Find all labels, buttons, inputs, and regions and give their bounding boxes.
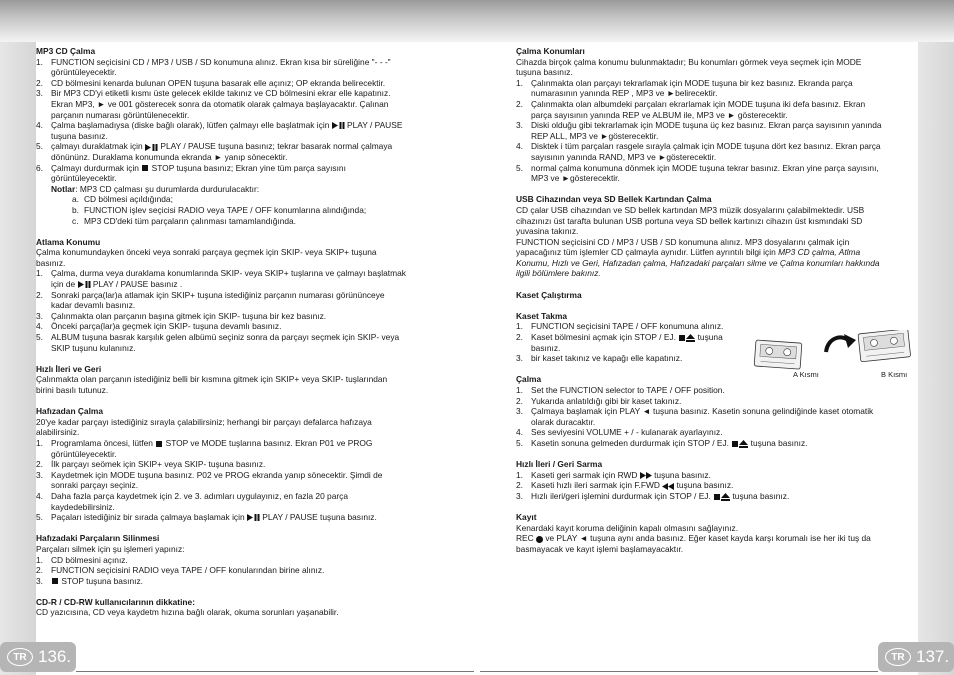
list-item: 1. Çalma, durma veya duraklama konumlarında SKIP- veya SKIP+ tuşlarına ve çalmayı başlatmak için de PLAY / PAUSE basınız . (36, 268, 406, 290)
list-item: 2. FUNCTION seçicisini RADIO veya TAPE / OFF konularından birine alınız. (36, 565, 325, 576)
mode-steps (516, 78, 916, 184)
list-item: 4. Çalma başlamadıysa (diske bağlı olarak), lütfen çalmayı elle başlatmak için PLAY / PAUSE tuşuna basınız. (36, 120, 403, 141)
mp3-steps (36, 57, 444, 184)
list-item: 2. Yukarıda anlatıldığı gibi bir kaset takınız. (516, 395, 682, 406)
section-title-program: Hafızadan Çalma (36, 406, 104, 417)
stop-icon (52, 578, 58, 584)
list-item: 5. normal çalma konumuna dönmek için MODE tuşuna tekrar basınız. Ekran yine parça sayısını, MP3 ve ►gösterecektir. (516, 162, 879, 184)
notes: Notlar: MP3 CD çalması şu durumlarda durdurulacaktır: (51, 183, 260, 194)
section-title-fast: Hızlı İleri ve Geri (36, 363, 102, 374)
stop-icon (732, 441, 738, 447)
bottom-divider-right (480, 671, 878, 672)
list-item: 3. Hızlı ileri/geri işlemini durdurmak için STOP / EJ. tuşuna basınız. (516, 490, 790, 501)
section-title-ffrw: Hızlı İleri / Geri Sarma (516, 459, 603, 470)
section-title-mp3: MP3 CD Çalma (36, 46, 96, 56)
stop-icon (679, 335, 685, 341)
section-title-delete: Hafızadaki Parçaların Silinmesi (36, 533, 160, 544)
list-item: 4. Disktek i tüm parçaları rasgele sırayla çalmak için MODE tuşuna dört kez basınız. Ekran parça sayısının yanında RAND, MP3 ve ►gösterecektir. (516, 141, 881, 162)
play-pause-icon (78, 281, 91, 288)
stop-icon (142, 165, 148, 171)
list-item: 4. Ses seviyesini VOLUME + / - kulanarak ayarlayınız. (516, 427, 723, 438)
list-item: 2. İlk parçayı seömek için SKIP+ veya SKIP- tuşuna basınız. (36, 459, 266, 470)
list-item: 3. STOP tuşuna basınız. (36, 575, 143, 586)
list-item: 1. Programlama öncesi, lütfen STOP ve MODE tuşlarına basınız. Ekran P01 ve PROG görüntüleyecektir. (36, 437, 373, 459)
section-title-cdr: CD-R / CD-RW kullanıcılarının dikkatine: (36, 596, 195, 607)
page-number-right (878, 642, 954, 672)
list-item: 2. Çalınmakta olan albumdeki parçaları ekrarlamak için MODE tuşuna iki defa basınız. Ekran parça sayısının yanında REP ve ALBUM ile, MP3 ve ► gösterecektir. (516, 98, 866, 120)
stop-icon (156, 441, 162, 447)
section-title-record: Kayıt (516, 512, 537, 523)
ffrw-steps (516, 470, 916, 502)
stop-icon (714, 494, 720, 500)
list-item: 1. FUNCTION seçicisini TAPE / OFF konumuna alınız. (516, 321, 724, 332)
eject-icon (686, 334, 695, 342)
cassette-caption-a: A Kısmı (793, 370, 819, 379)
list-item: 3. Çalınmakta olan parçanın başına gitmek için SKIP- tuşuna bir kez basınız. (36, 310, 327, 321)
list-item: 4. Önceki parça(lar)a geçmek için SKIP- tuşuna devamlı basınız. (36, 321, 282, 332)
list-item: 1. Çalınmakta olan parçayı tekrarlamak için MODE tuşuna bir kez basınız. Ekranda parça numarasının yanında REP , MP3 ve ►belirecektir. (516, 77, 853, 99)
list-item: 1. Kaseti geri sarmak için RWD tuşuna basınız. (516, 469, 711, 480)
list-item: a. CD bölmesi açıldığında; (72, 194, 173, 205)
list-item: b. FUNCTION işlev seçicisi RADIO veya TAPE / OFF konumlarına alındığında; (72, 204, 367, 215)
left-margin-strip (0, 42, 36, 675)
section-title-tape: Kaset Çalıştırma (516, 289, 582, 300)
list-item: 5. çalmayı duraklatmak için PLAY / PAUSE tuşuna basınız; tekrar basarak normal çalmaya dönününz. Duraklama konumunda ekranda ► yanıp sönecektir. (36, 141, 393, 162)
section-title-usb: USB Cihazından veya SD Bellek Kartından Çalma (516, 194, 712, 205)
skip-steps (36, 268, 444, 353)
right-page-column: Çalma Konumları Cihazda birçok çalma konumu bulunmaktadır; Bu konumları görmek veya seçmek için MODE tuşuna basınız. 1. Çalınmakta olan parçayı tekrarlamak için MODE tuşuna bir kez basınız. Ekranda parça numarasının yanında REP , MP3 ve ►belirecektir. 2. Çalınmakta olan albumdeki parçaları ekrarlamak için MODE tuşuna iki defa basınız. Ekran parça sayısının yanında REP ve ALBUM ile, MP3 ve ► gösterecektir. 3. Diski olduğu gibi tekrarlamak için MODE tuşuna üç kez basınız. Ekran parça sayısının yanında REP ALL, MP3 ve ►gösterecektir. 4. Disktek i tüm parçaları rasgele sırayla çalmak için MODE tuşuna dört kez basınız. Ekran parça sayısının yanında RAND, MP3 ve ►gösterecektir. 5. normal çalma konumuna dönmek için MODE tuşuna tekrar basınız. Ekran yine parça sayısını, MP3 ve ►gösterecektir. USB Cihazından veya SD Bellek Kartından Çalma CD çalar USB cihazından ve SD bellek kartından MP3 müzik dosyalarını çalabilmektedir. USB cihazınızı üst tarafta bulunan USB portuna veya SD bellek kartınızı cihazın üst kısmındaki SD yuvasina takınız. FUNCTION seçicisini CD / MP3 / USB / SD konumuna alınız. MP3 dosyalarını çalmak için yapacağınız tüm işlemler CD çalmayla aynıdır. Lütfen ayrıntılı bilgi için MP3 CD çalma, Atlma Konumu, Hızlı ve Geri, Hafızadan çalma, Hafızadaki parçaları silme ve Çalma konumları hakkında ilgili bölümlere bakınız. Kaset Çalıştırma Kaset Takma 1. FUNCTION seçicisini TAPE / OFF konumuna alınız. 2. Kaset bölmesini açmak için STOP / EJ. tuşuna basınız. 3. bir kaset takınız ve kapağı elle kapatınız. Çalma 1. Set the FUNCTION selector to TAPE / OFF position. 2. Yukarıda anlatıldığı gibi bir kaset takınız. 3. Çalmaya başlamak için PLAY ◄ tuşuna basınız. Kasetin sonuna gelindiğinde kaset otomatik olarak duracaktır. 4. Ses seviyesini VOLUME + / - kulanarak ayarlayınız. 5. Kasetin sonuna gelmeden durdurmak için STOP / EJ. tuşuna basınız. Hızlı İleri / Geri Sarma 1. Kaseti geri sarmak için RWD tuşuna basınız. 2. Kaseti hızlı ileri sarmak için F.FWD tuşuna basınız. 3. Hızlı ileri/geri işlemini durdurmak için STOP / EJ. tuşuna basınız. Kayıt Kenardaki kayıt koruma deliğinin kapalı olmasını sağlayınız. REC ve PLAY ◄ tuşuna aynı anda basınız. Eğer kaset kayda karşı korumalı ise her iki tuş da basmayacak ve kayıt işlemi başlamayacaktır. (516, 46, 916, 555)
program-steps (36, 438, 444, 523)
list-item: 5. Paçaları istediğiniz bir sırada çalmaya başlamak için PLAY / PAUSE tuşuna basınız. (36, 512, 377, 523)
list-item: 1. CD bölmesini açınız. (36, 554, 128, 565)
list-item: 2. Kaset bölmesini açmak için STOP / EJ. tuşuna basınız. (516, 332, 723, 353)
list-item: 1. FUNCTION seçicisini CD / MP3 / USB / SD konumuna alınız. Ekran kısa bir süreliğine "- - -" görüntüleyecektir. (36, 56, 391, 78)
right-margin-strip (918, 42, 954, 675)
rewind-icon (662, 483, 674, 490)
top-gradient-bar (0, 0, 954, 42)
list-item: c. MP3 CD'deki tüm parçaların çalınması tamamlandığında. (72, 215, 296, 226)
list-item: 5. ALBUM tuşuna basrak karşılık gelen albümü seçiniz sonra da parçayı seçmek için SKIP- veya SKIP tuşunu kulanınız. (36, 332, 400, 353)
list-item: 2. Kaseti hızlı ileri sarmak için F.FWD tuşuna basınız. (516, 480, 734, 491)
list-item: 2. CD bölmesini kenarda bulunan OPEN tuşuna basarak elle açınız; OP ekranda belirecektir. (36, 77, 386, 88)
section-title-modes: Çalma Konumları (516, 46, 585, 56)
list-item: 6. Çalmayı durdurmak için STOP tuşuna basınız; Ekran yine tüm parça sayısını görüntüleyecektir. (36, 162, 346, 184)
section-title-skip: Atlama Konumu (36, 236, 101, 247)
left-page-column: MP3 CD Çalma 1. FUNCTION seçicisini CD / MP3 / USB / SD konumuna alınız. Ekran kısa bir süreliğine "- - -" görüntüleyecektir. 2. CD bölmesini kenarda bulunan OPEN tuşuna basarak elle açınız; OP ekranda belirecektir. 3. Bir MP3 CD'yi etiketli kısmı üste gelecek ekilde takınız ve CD bölmesini ekrar elle kapatınız. Ekran MP3, ► ve 001 gösterecek sonra da otomatik olarak çalmaya başlayacaktır. Çalınan parçanın numarası görüntülenecektir. 4. Çalma başlamadıysa (diske bağlı olarak), lütfen çalmayı elle başlatmak için PLAY / PAUSE tuşuna basınız. 5. çalmayı duraklatmak için PLAY / PAUSE tuşuna basınız; tekrar basarak normal çalmaya dönününz. Duraklama konumunda ekranda ► yanıp sönecektir. 6. Çalmayı durdurmak için STOP tuşuna basınız; Ekran yine tüm parça sayısını görüntüleyecektir. Notlar: MP3 CD çalması şu durumlarda durdurulacaktır: a. CD bölmesi açıldığında; b. FUNCTION işlev seçicisi RADIO veya TAPE / OFF konumlarına alındığında; c. MP3 CD'deki tüm parçaların çalınması tamamlandığında. Atlama Konumu Çalma konumundayken önceki veya sonraki parçaya geçmek için SKIP- veya SKIP+ tuşuna basınız. 1. Çalma, durma veya duraklama konumlarında SKIP- veya SKIP+ tuşlarına ve çalmayı başlatmak için de PLAY / PAUSE basınız . 2. Sonraki parça(lar)a atlamak için SKIP+ tuşuna istediğiniz parçanın numarası görününceye kadar devamlı basınız. 3. Çalınmakta olan parçanın başına gitmek için SKIP- tuşuna bir kez basınız. 4. Önceki parça(lar)a geçmek için SKIP- tuşuna devamlı basınız. 5. ALBUM tuşuna basrak karşılık gelen albümü seçiniz sonra da parçayı seçmek için SKIP- veya SKIP tuşunu kulanınız. Hızlı İleri ve Geri Çalınmakta olan parçanın istediğiniz belli bir kısmına gitmek için SKIP+ veya SKIP- tuşlarından birini basılı tutunuz. Hafızadan Çalma 20'ye kadar parçayı istediğiniz sırayla çalabilirsiniz; herhangi bir parçayı defalarca hafızaya alabilirsiniz. 1. Programlama öncesi, lütfen STOP ve MODE tuşlarına basınız. Ekran P01 ve PROG görüntüleyecektir. 2. İlk parçayı seömek için SKIP+ veya SKIP- tuşuna basınız. 3. Kaydetmek için MODE tuşuna basınız. P02 ve PROG ekranda yanıp sönecektir. Şimdi de sonraki parçayı seçiniz. 4. Daha fazla parça kaydetmek için 2. ve 3. adımları uygulayınız, en fazla 20 parça kaydedebilirsiniz. 5. Paçaları istediğiniz bir sırada çalmaya başlamak için PLAY / PAUSE tuşuna basınız. Hafızadaki Parçaların Silinmesi Parçaları silmek için şu işlemeri yapınız: 1. CD bölmesini açınız. 2. FUNCTION seçicisini RADIO veya TAPE / OFF konularından birine alınız. 3. STOP tuşuna basınız. CD-R / CD-RW kullanıcılarının dikkatine: CD yazıcısına, CD veya kaydetm hızına bağlı olarak, okuma sorunları yaşanabilir. (36, 46, 444, 618)
list-item: 1. Set the FUNCTION selector to TAPE / OFF position. (516, 385, 725, 395)
eject-icon (739, 440, 748, 448)
list-item: 3. bir kaset takınız ve kapağı elle kapatınız. (516, 353, 683, 364)
list-item: 2. Sonraki parça(lar)a atlamak için SKIP+ tuşuna istediğiniz parçanın numarası görününceye kadar devamlı basınız. (36, 289, 385, 311)
eject-icon (721, 493, 730, 501)
language-badge: TR (885, 648, 911, 666)
play-pause-icon (145, 144, 158, 151)
delete-steps (36, 555, 444, 587)
list-item: 3. Kaydetmek için MODE tuşuna basınız. P02 ve PROG ekranda yanıp sönecektir. Şimdi de sonraki parçayı seçiniz. (36, 469, 383, 491)
play-steps (516, 385, 916, 449)
play-pause-icon (247, 514, 260, 521)
record-dot-icon (536, 536, 543, 543)
list-item: 3. Bir MP3 CD'yi etiketli kısmı üste gelecek ekilde takınız ve CD bölmesini ekrar elle kapatınız. Ekran MP3, ► ve 001 gösterecek sonra da otomatik olarak çalmaya başlayacaktır. Çalınan parçanın numarası görüntülenecektir. (36, 88, 391, 120)
list-item: 4. Daha fazla parça kaydetmek için 2. ve 3. adımları uygulayınız, en fazla 20 parça kaydedebilirsiniz. (36, 490, 349, 512)
language-badge: TR (7, 648, 33, 666)
bottom-divider-left (76, 671, 474, 672)
play-pause-icon (332, 122, 345, 129)
fast-forward-icon (640, 472, 652, 479)
page-number-text: 137. (916, 647, 950, 666)
cassette-caption-b: B Kısmı (881, 370, 908, 379)
page-number-text: 136. (38, 647, 72, 666)
list-item: 3. Diski olduğu gibi tekrarlamak için MODE tuşuna üç kez basınız. Ekran parça sayısının yanında REP ALL, MP3 ve ►gösterecektir. (516, 120, 882, 141)
cassette-illustration (752, 330, 922, 380)
page-number-left (0, 642, 76, 672)
section-title-insert: Kaset Takma (516, 310, 568, 321)
list-item: 5. Kasetin sonuna gelmeden durdurmak için STOP / EJ. tuşuna basınız. (516, 437, 808, 448)
section-title-play: Çalma (516, 374, 542, 385)
list-item: 3. Çalmaya başlamak için PLAY ◄ tuşuna basınız. Kasetin sonuna gelindiğinde kaset otomatik olarak duracaktır. (516, 406, 874, 427)
